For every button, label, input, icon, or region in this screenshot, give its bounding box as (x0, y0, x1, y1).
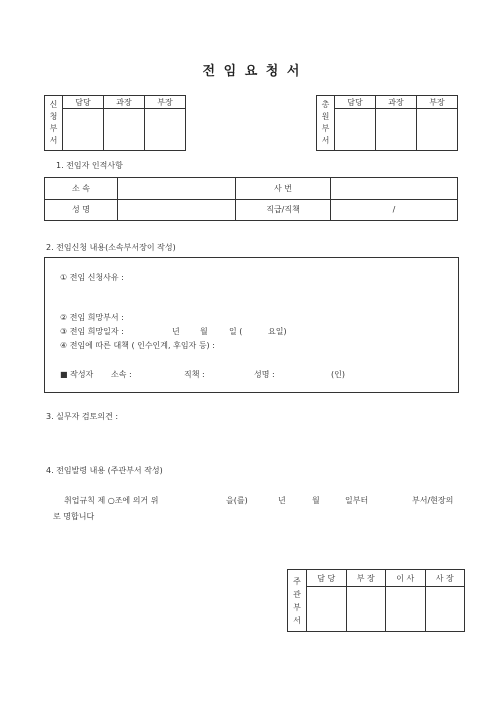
desired-date-weekday: 요일) (268, 327, 287, 336)
label-rank-position: 직급/직책 (236, 199, 331, 221)
approval-header: 부장 (417, 96, 458, 109)
approval-header: 부장 (145, 96, 186, 109)
value-employee-number[interactable] (331, 178, 458, 200)
value-affiliation[interactable] (118, 178, 236, 200)
section-2-heading: 2. 전임신청 내용(소속부서장이 작성) (46, 243, 176, 252)
writer-seal: (인) (331, 370, 345, 379)
order-text-b: 을(를) (226, 496, 248, 505)
signature-cell[interactable] (307, 587, 347, 632)
section-4-heading: 4. 전임발령 내용 (주관부서 작성) (46, 466, 163, 475)
signature-cell[interactable] (376, 109, 417, 151)
approval-header: 과장 (376, 96, 417, 109)
personal-info-table (44, 177, 458, 221)
signature-cell[interactable] (425, 587, 465, 632)
signature-cell[interactable] (346, 587, 386, 632)
writer-label: ■ 작성자 (60, 370, 94, 379)
order-text-dept: 부서/현장의 (412, 496, 454, 505)
approval-header: 담당 (63, 96, 104, 109)
approval-table-general (316, 95, 458, 151)
section-3-heading: 3. 실무자 검토의견 : (46, 412, 119, 421)
approval-side-label: 주 관 부 서 (288, 570, 307, 632)
label-affiliation: 소 속 (45, 178, 118, 200)
signature-cell[interactable] (104, 109, 145, 151)
order-text-month: 월 (312, 496, 320, 505)
transfer-reason: ① 전임 신청사유 : (60, 273, 124, 282)
approval-header: 과장 (104, 96, 145, 109)
desired-date-label: ③ 전임 희망일자 : (60, 327, 124, 336)
signature-cell[interactable] (386, 587, 426, 632)
approval-header: 담당 (335, 96, 376, 109)
approval-header: 이 사 (386, 570, 426, 587)
section-1-heading: 1. 전임자 인적사항 (56, 161, 123, 170)
desired-department: ② 전임 희망부서 : (60, 313, 124, 322)
value-rank-position[interactable]: / (331, 199, 458, 221)
signature-cell[interactable] (145, 109, 186, 151)
approval-header: 사 장 (425, 570, 465, 587)
approval-header: 담 당 (307, 570, 347, 587)
approval-side-label: 신 청 부 서 (45, 96, 63, 151)
label-employee-number: 사 번 (236, 178, 331, 200)
signature-cell[interactable] (335, 109, 376, 151)
order-text-day: 일부터 (345, 496, 369, 505)
desired-date-year: 년 (172, 327, 180, 336)
approval-table-applicant (44, 95, 186, 151)
signature-cell[interactable] (417, 109, 458, 151)
label-name: 성 명 (45, 199, 118, 221)
value-name[interactable] (118, 199, 236, 221)
writer-position: 직책 : (184, 370, 205, 379)
desired-date-month: 월 (200, 327, 208, 336)
order-text-year: 년 (278, 496, 286, 505)
order-text-end: 로 명합니다 (53, 512, 95, 521)
desired-date-day: 일 ( (229, 327, 243, 336)
writer-name: 성명 : (254, 370, 275, 379)
transfer-measures: ④ 전임에 따른 대책 ( 인수인계, 후임자 등) : (60, 341, 215, 350)
order-text-a: 취업규칙 제 ○조에 의거 위 (64, 496, 159, 505)
signature-cell[interactable] (63, 109, 104, 151)
approval-header: 부 장 (346, 570, 386, 587)
page-title: 전 임 요 청 서 (202, 64, 302, 79)
writer-department: 소속 : (111, 370, 132, 379)
approval-table-managing (287, 569, 465, 632)
approval-side-label: 총 원 부 서 (317, 96, 335, 151)
